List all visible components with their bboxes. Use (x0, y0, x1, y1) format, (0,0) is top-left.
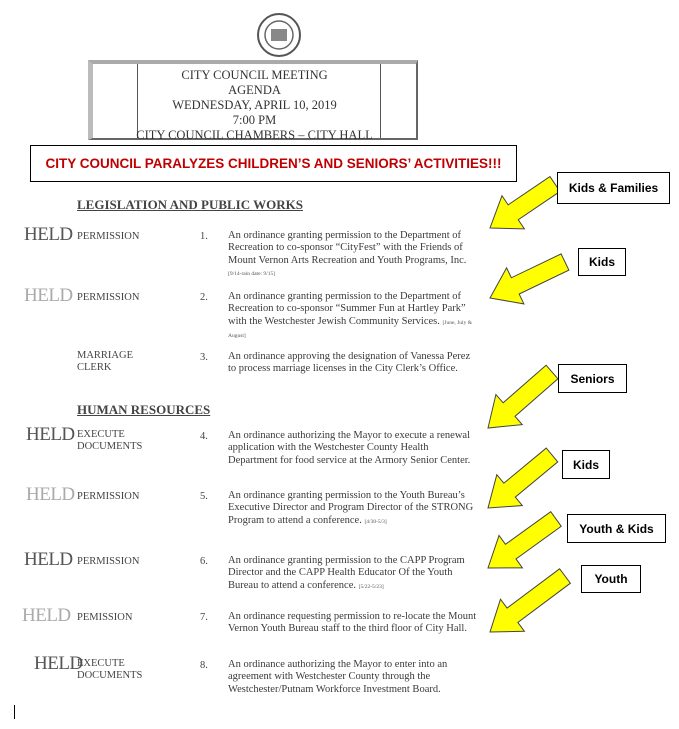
item-date-note: [4/30-5/3] (364, 518, 387, 525)
held-stamp: HELD (26, 424, 75, 445)
section-heading-legislation: LEGISLATION AND PUBLIC WORKS (77, 197, 303, 212)
callout-label: Kids & Families (557, 172, 670, 204)
held-stamp: HELD (26, 484, 75, 505)
item-description-text: An ordinance granting permission to the Department of Recreation to co-sponsor “Summer Fun at Hartley Park” with the Westchester Jewish Community Services. (228, 291, 466, 327)
item-number: 5. (200, 491, 208, 502)
item-number: 1. (200, 231, 208, 242)
item-description-text: An ordinance granting permission to the Department of Recreation to co-sponsor “CityFest” with the Friends of Mount Vernon Arts Recreation and Youth Programs, Inc. (228, 230, 467, 266)
item-description-text: An ordinance granting permission to the Youth Bureau’s Executive Director and Program Director of the STRONG Program to attend a conference. (228, 490, 474, 526)
item-description-text: An ordinance approving the designation of Vanessa Perez to process marriage licenses in the City Clerk’s Office. (228, 351, 471, 375)
item-date-note: [June, July & August] (228, 319, 472, 340)
yellow-arrow-icon (488, 448, 558, 508)
item-description-text: An ordinance granting permission to the CAPP Program Director and the CAPP Health Educator Of the Youth Bureau to attend a conference. (228, 555, 465, 591)
item-number: 3. (200, 352, 208, 363)
item-number: 7. (200, 612, 208, 623)
item-description-text: An ordinance authorizing the Mayor to enter into an agreement with Westchester County through the Westchester/Putnam Workforce Investment Board. (228, 659, 448, 695)
item-date-note: [9/14-rain date: 9/15] (228, 271, 276, 278)
item-category: EXECUTE DOCUMENTS (77, 429, 143, 452)
item-category: EXECUTE DOCUMENTS (77, 658, 143, 681)
text-cursor (14, 705, 15, 719)
held-stamp: HELD (24, 285, 73, 306)
item-category: PEMISSION (77, 612, 133, 623)
agenda-label: AGENDA (228, 83, 281, 97)
item-number: 2. (200, 292, 208, 303)
yellow-arrow-icon (490, 569, 570, 632)
section-heading-hr: HUMAN RESOURCES (77, 402, 211, 417)
item-category: MARRIAGE CLERK (77, 350, 134, 373)
yellow-arrow-icon (488, 365, 558, 428)
held-stamp: HELD (24, 549, 73, 570)
meeting-location: CITY COUNCIL CHAMBERS – CITY HALL (136, 128, 373, 142)
callout-label: Kids (562, 450, 610, 479)
item-category: PERMISSION (77, 491, 140, 502)
item-category: PERMISSION (77, 292, 140, 303)
callout-label: Seniors (558, 364, 627, 393)
yellow-arrow-icon (490, 177, 560, 229)
held-stamp: HELD (24, 224, 73, 245)
item-category: PERMISSION (77, 556, 140, 567)
callout-label: Youth (581, 565, 641, 593)
held-stamp: HELD (34, 653, 83, 674)
callout-label: Kids (578, 248, 626, 276)
meeting-time: 7:00 PM (232, 113, 277, 127)
callout-label: Youth & Kids (567, 514, 666, 543)
yellow-arrow-icon (488, 512, 561, 568)
meeting-title: CITY COUNCIL MEETING (181, 68, 328, 82)
item-date-note: [5/22-5/23] (358, 583, 384, 590)
item-description-text: An ordinance requesting permission to re-locate the Mount Vernon Youth Bureau staff to the third floor of City Hall. (228, 611, 477, 635)
item-number: 6. (200, 556, 208, 567)
item-description-text: An ordinance authorizing the Mayor to execute a renewal application with the Westchester County Health Department for food service at the Armory Senior Center. (228, 430, 471, 466)
item-number: 8. (200, 660, 208, 671)
item-category: PERMISSION (77, 231, 140, 242)
item-number: 4. (200, 431, 208, 442)
held-stamp: HELD (22, 605, 71, 626)
headline-banner: CITY COUNCIL PARALYZES CHILDREN’S AND SENIORS’ ACTIVITIES!!! (30, 145, 517, 182)
meeting-date: WEDNESDAY, APRIL 10, 2019 (172, 98, 337, 112)
yellow-arrow-icon (490, 254, 569, 304)
